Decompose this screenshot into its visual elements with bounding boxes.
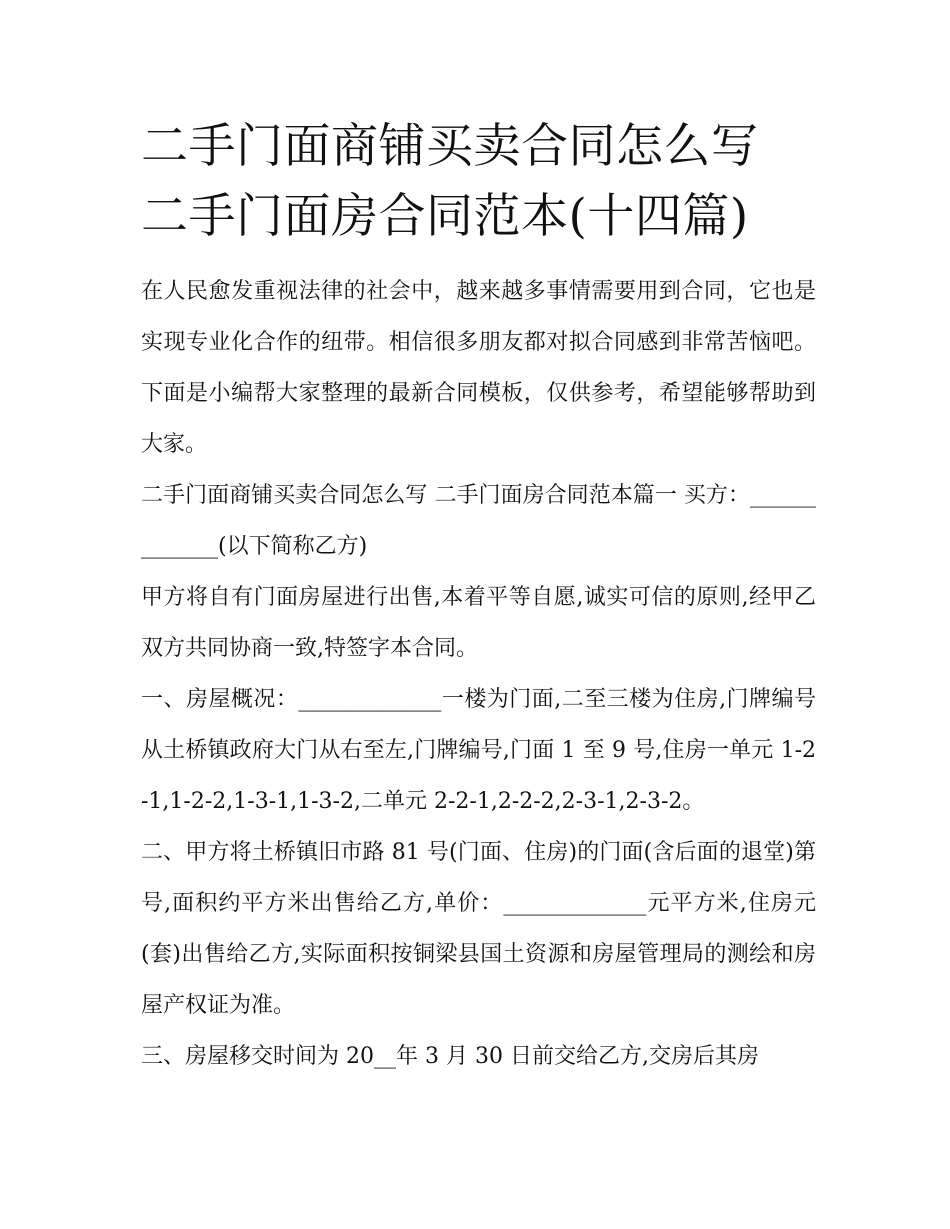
title-line-2: 二手门面房合同范本(十四篇) bbox=[141, 189, 749, 244]
paragraph-clause-2: 二、甲方将土桥镇旧市路 81 号(门面、住房)的门面(含后面的退堂)第号,面积约平方米出售给乙方,单价：_____________元平方米,住房元(套)出售给乙方,实际面积按铜梁县国土资源和房屋管理局的测绘和房屋产权证为准。 bbox=[141, 840, 816, 1018]
paragraph-clause-1: 一、房屋概况：_____________一楼为门面,二至三楼为住房,门牌编号从土桥镇政府大门从右至左,门牌编号,门面 1 至 9 号,住房一单元 1-2-1,1-2-2,1-3-1,1-3-2,二单元 2-2-1,2-2-2,2-3-1,2-3-2。 bbox=[141, 687, 816, 814]
paragraph-clause-3: 三、房屋移交时间为 20__年 3 月 30 日前交给乙方,交房后其房 bbox=[141, 1044, 759, 1069]
paragraph-buyer: 二手门面商铺买卖合同怎么写 二手门面房合同范本篇一 买方：_____________(以下简称乙方) bbox=[141, 483, 816, 559]
paragraph-intro: 在人民愈发重视法律的社会中，越来越多事情需要用到合同，它也是实现专业化合作的纽带。相信很多朋友都对拟合同感到非常苦恼吧。下面是小编帮大家整理的最新合同模板，仅供参考，希望能够帮助到大家。 bbox=[141, 279, 816, 457]
title-line-1: 二手门面商铺买卖合同怎么写 bbox=[141, 119, 759, 174]
document-body bbox=[141, 266, 816, 1082]
document-title bbox=[141, 112, 816, 252]
document-content bbox=[141, 112, 816, 1082]
paragraph-principle: 甲方将自有门面房屋进行出售,本着平等自愿,诚实可信的原则,经甲乙双方共同协商一致,特签字本合同。 bbox=[141, 585, 816, 661]
